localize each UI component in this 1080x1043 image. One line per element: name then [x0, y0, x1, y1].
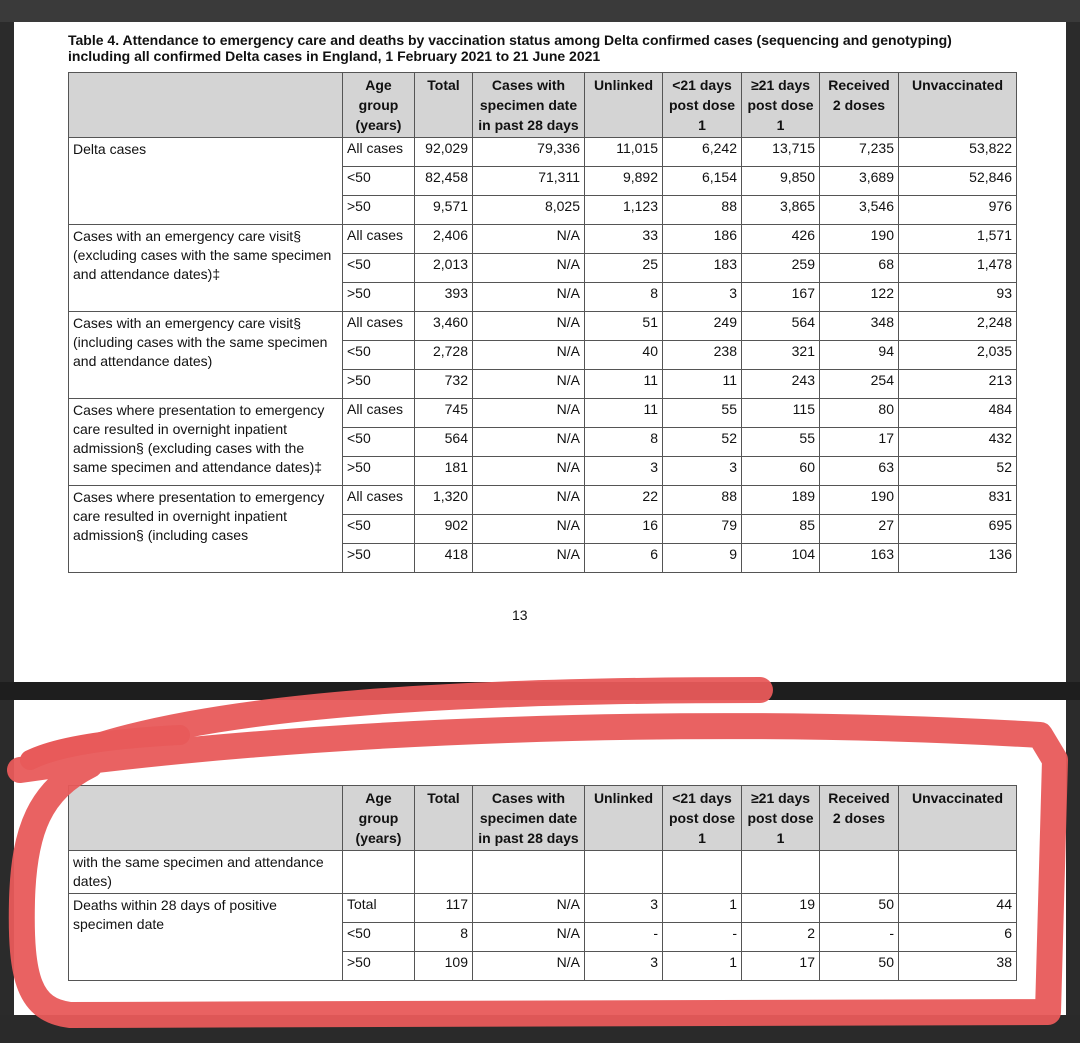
header-row-2 [69, 786, 1017, 851]
value-cell: 88 [663, 196, 742, 225]
value-cell: 52 [899, 457, 1017, 486]
value-cell: N/A [473, 457, 585, 486]
age-cell: All cases [343, 486, 415, 515]
age-cell: <50 [343, 341, 415, 370]
value-cell: - [820, 923, 899, 952]
age-cell: >50 [343, 370, 415, 399]
age-cell: >50 [343, 196, 415, 225]
age-cell: >50 [343, 457, 415, 486]
value-cell: 94 [820, 341, 899, 370]
table-row [69, 486, 1017, 515]
age-cell: All cases [343, 399, 415, 428]
value-cell: 254 [820, 370, 899, 399]
age-cell: All cases [343, 312, 415, 341]
empty-cell [820, 851, 899, 894]
value-cell: - [585, 923, 663, 952]
value-cell: 11 [585, 370, 663, 399]
value-cell: 418 [415, 544, 473, 573]
value-cell: 17 [742, 952, 820, 981]
value-cell: 1,320 [415, 486, 473, 515]
value-cell: 11 [663, 370, 742, 399]
page-number: 13 [512, 607, 528, 623]
age-cell: <50 [343, 428, 415, 457]
value-cell: 190 [820, 225, 899, 254]
value-cell: 44 [899, 894, 1017, 923]
value-cell: 3 [585, 952, 663, 981]
value-cell: N/A [473, 341, 585, 370]
value-cell: 3,460 [415, 312, 473, 341]
value-cell: 13,715 [742, 138, 820, 167]
value-cell: 3 [585, 457, 663, 486]
category-label: Cases with an emergency care visit§ (including cases with the same specimen and attendance dates) [69, 312, 343, 399]
value-cell: 167 [742, 283, 820, 312]
value-cell: 745 [415, 399, 473, 428]
value-cell: 8 [585, 428, 663, 457]
value-cell: 181 [415, 457, 473, 486]
value-cell: 321 [742, 341, 820, 370]
value-cell: 25 [585, 254, 663, 283]
value-cell: 2,728 [415, 341, 473, 370]
value-cell: 9,892 [585, 167, 663, 196]
age-cell: <50 [343, 254, 415, 283]
value-cell: 109 [415, 952, 473, 981]
header-age: Age group (years) [343, 73, 415, 138]
value-cell: 2,248 [899, 312, 1017, 341]
value-cell: 9 [663, 544, 742, 573]
value-cell: 6,242 [663, 138, 742, 167]
empty-cell [585, 851, 663, 894]
empty-cell [415, 851, 473, 894]
table-row [69, 894, 1017, 923]
age-cell: >50 [343, 544, 415, 573]
value-cell: 732 [415, 370, 473, 399]
category-label: Delta cases [69, 138, 343, 225]
value-cell: 238 [663, 341, 742, 370]
value-cell: N/A [473, 486, 585, 515]
value-cell: 8,025 [473, 196, 585, 225]
value-cell: 79,336 [473, 138, 585, 167]
header-lt21: <21 days post dose 1 [663, 73, 742, 138]
value-cell: 8 [415, 923, 473, 952]
category-label: Cases where presentation to emergency care resulted in overnight inpatient admission§ (excluding cases with the same specimen and attendance dates)‡ [69, 399, 343, 486]
value-cell: 976 [899, 196, 1017, 225]
value-cell: N/A [473, 544, 585, 573]
value-cell: N/A [473, 428, 585, 457]
value-cell: 432 [899, 428, 1017, 457]
value-cell: 11 [585, 399, 663, 428]
empty-cell [663, 851, 742, 894]
category-label: Cases where presentation to emergency care resulted in overnight inpatient admission§ (including cases [69, 486, 343, 573]
header-total-2: Total [415, 786, 473, 851]
value-cell: 88 [663, 486, 742, 515]
value-cell: 9,850 [742, 167, 820, 196]
header-row [69, 73, 1017, 138]
category-label: Cases with an emergency care visit§ (excluding cases with the same specimen and attendance dates)‡ [69, 225, 343, 312]
header-ge21-2: ≥21 days post dose 1 [742, 786, 820, 851]
value-cell: 183 [663, 254, 742, 283]
header-cases28: Cases with specimen date in past 28 days [473, 73, 585, 138]
deaths-table [68, 785, 1017, 981]
value-cell: 85 [742, 515, 820, 544]
value-cell: 80 [820, 399, 899, 428]
table-row [69, 138, 1017, 167]
value-cell: 63 [820, 457, 899, 486]
value-cell: 1 [663, 952, 742, 981]
header-ge21: ≥21 days post dose 1 [742, 73, 820, 138]
header-blank-2 [69, 786, 343, 851]
table-row [69, 225, 1017, 254]
value-cell: 53,822 [899, 138, 1017, 167]
age-cell: <50 [343, 167, 415, 196]
deaths-label: Deaths within 28 days of positive specimen date [69, 894, 343, 981]
empty-cell [473, 851, 585, 894]
empty-cell [742, 851, 820, 894]
value-cell: 55 [663, 399, 742, 428]
value-cell: N/A [473, 283, 585, 312]
value-cell: 902 [415, 515, 473, 544]
value-cell: 163 [820, 544, 899, 573]
value-cell: 16 [585, 515, 663, 544]
header-total: Total [415, 73, 473, 138]
value-cell: N/A [473, 254, 585, 283]
value-cell: N/A [473, 515, 585, 544]
empty-cell [343, 851, 415, 894]
value-cell: 92,029 [415, 138, 473, 167]
value-cell: N/A [473, 225, 585, 254]
continuation-row [69, 851, 1017, 894]
value-cell: 122 [820, 283, 899, 312]
value-cell: 6,154 [663, 167, 742, 196]
value-cell: 40 [585, 341, 663, 370]
value-cell: 831 [899, 486, 1017, 515]
value-cell: 50 [820, 894, 899, 923]
viewer-bottom-bar [0, 1015, 1080, 1043]
value-cell: 22 [585, 486, 663, 515]
value-cell: 426 [742, 225, 820, 254]
header-unvaccinated: Unvaccinated [899, 73, 1017, 138]
header-unvaccinated-2: Unvaccinated [899, 786, 1017, 851]
value-cell: 50 [820, 952, 899, 981]
value-cell: 104 [742, 544, 820, 573]
value-cell: 393 [415, 283, 473, 312]
value-cell: 249 [663, 312, 742, 341]
age-cell: All cases [343, 225, 415, 254]
value-cell: 68 [820, 254, 899, 283]
value-cell: N/A [473, 894, 585, 923]
value-cell: 6 [899, 923, 1017, 952]
value-cell: 7,235 [820, 138, 899, 167]
value-cell: 60 [742, 457, 820, 486]
value-cell: 27 [820, 515, 899, 544]
value-cell: 93 [899, 283, 1017, 312]
age-cell: >50 [343, 283, 415, 312]
header-age-2: Age group (years) [343, 786, 415, 851]
header-blank [69, 73, 343, 138]
value-cell: 186 [663, 225, 742, 254]
header-unlinked-2: Unlinked [585, 786, 663, 851]
value-cell: 8 [585, 283, 663, 312]
value-cell: 190 [820, 486, 899, 515]
value-cell: 3,865 [742, 196, 820, 225]
value-cell: 117 [415, 894, 473, 923]
value-cell: 2,013 [415, 254, 473, 283]
attendance-table [68, 72, 1017, 573]
value-cell: N/A [473, 399, 585, 428]
value-cell: 11,015 [585, 138, 663, 167]
page-gap [0, 682, 1080, 700]
value-cell: 1,123 [585, 196, 663, 225]
value-cell: 33 [585, 225, 663, 254]
value-cell: 115 [742, 399, 820, 428]
header-received2-2: Received 2 doses [820, 786, 899, 851]
document-page-2 [14, 700, 1066, 1015]
value-cell: 1 [663, 894, 742, 923]
value-cell: - [663, 923, 742, 952]
value-cell: 3,546 [820, 196, 899, 225]
value-cell: 2,406 [415, 225, 473, 254]
viewer-top-bar [0, 0, 1080, 22]
value-cell: N/A [473, 923, 585, 952]
value-cell: N/A [473, 370, 585, 399]
value-cell: N/A [473, 952, 585, 981]
empty-cell [899, 851, 1017, 894]
continuation-label: with the same specimen and attendance dates) [69, 851, 343, 894]
value-cell: 6 [585, 544, 663, 573]
value-cell: 348 [820, 312, 899, 341]
value-cell: 259 [742, 254, 820, 283]
value-cell: 484 [899, 399, 1017, 428]
value-cell: 52 [663, 428, 742, 457]
value-cell: 82,458 [415, 167, 473, 196]
value-cell: 2 [742, 923, 820, 952]
value-cell: 1,571 [899, 225, 1017, 254]
value-cell: 136 [899, 544, 1017, 573]
value-cell: 52,846 [899, 167, 1017, 196]
table-title: Table 4. Attendance to emergency care and deaths by vaccination status among Delta confirmed cases (sequencing and genotyping) including all confirmed Delta cases in England, 1 February 2021 to 21 June 2021 [68, 32, 952, 64]
value-cell: 243 [742, 370, 820, 399]
value-cell: 9,571 [415, 196, 473, 225]
age-cell: Total [343, 894, 415, 923]
value-cell: 71,311 [473, 167, 585, 196]
header-lt21-2: <21 days post dose 1 [663, 786, 742, 851]
value-cell: 51 [585, 312, 663, 341]
value-cell: 564 [415, 428, 473, 457]
age-cell: <50 [343, 923, 415, 952]
value-cell: 213 [899, 370, 1017, 399]
value-cell: 17 [820, 428, 899, 457]
header-received2: Received 2 doses [820, 73, 899, 138]
table-row [69, 312, 1017, 341]
age-cell: All cases [343, 138, 415, 167]
header-cases28-2: Cases with specimen date in past 28 days [473, 786, 585, 851]
document-page-1 [14, 22, 1066, 682]
value-cell: 695 [899, 515, 1017, 544]
value-cell: 55 [742, 428, 820, 457]
value-cell: 3 [585, 894, 663, 923]
value-cell: 19 [742, 894, 820, 923]
value-cell: 3,689 [820, 167, 899, 196]
value-cell: 2,035 [899, 341, 1017, 370]
value-cell: 3 [663, 457, 742, 486]
value-cell: N/A [473, 312, 585, 341]
value-cell: 564 [742, 312, 820, 341]
age-cell: <50 [343, 515, 415, 544]
table-row [69, 399, 1017, 428]
value-cell: 3 [663, 283, 742, 312]
value-cell: 38 [899, 952, 1017, 981]
value-cell: 1,478 [899, 254, 1017, 283]
value-cell: 189 [742, 486, 820, 515]
header-unlinked: Unlinked [585, 73, 663, 138]
value-cell: 79 [663, 515, 742, 544]
age-cell: >50 [343, 952, 415, 981]
